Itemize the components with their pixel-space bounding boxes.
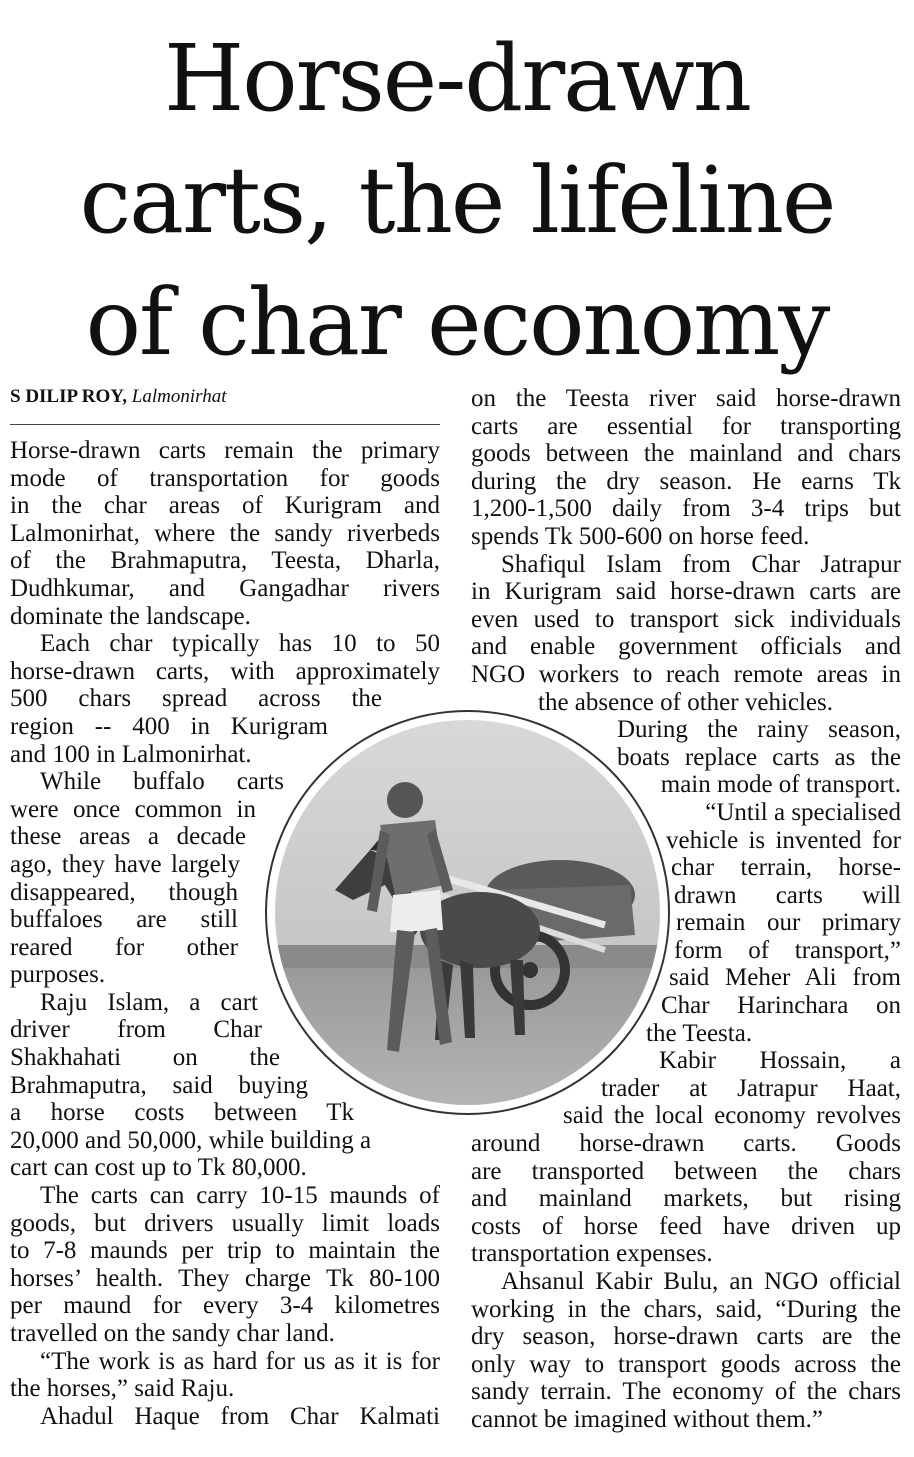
body-line: even used to transport sick individuals	[471, 605, 901, 633]
body-line: only way to transport goods across the	[471, 1350, 901, 1378]
byline-divider	[10, 424, 440, 425]
body-line: working in the chars, said, “During the	[471, 1295, 901, 1323]
body-line: 500 chars spread across the	[10, 685, 382, 713]
body-line: trader at Jatrapur Haat,	[601, 1074, 901, 1102]
body-line: travelled on the sandy char land.	[10, 1320, 335, 1347]
body-line: cannot be imagined without them.”	[471, 1405, 823, 1433]
body-line: around horse-drawn carts. Goods	[471, 1130, 901, 1158]
body-line: remain our primary	[676, 909, 901, 937]
body-line: purposes.	[10, 961, 106, 989]
body-line: and 100 in Lalmonirhat.	[10, 740, 252, 768]
body-line: in the char areas of Kurigram and	[10, 492, 440, 520]
body-line: said the local economy revolves	[563, 1102, 901, 1130]
body-line: Ahadul Haque from Char Kalmati	[40, 1402, 440, 1430]
body-line: Kabir Hossain, a	[659, 1047, 901, 1075]
body-line: these areas a decade	[10, 823, 246, 851]
body-line: Ahsanul Kabir Bulu, an NGO official	[501, 1268, 901, 1295]
body-line: and mainland markets, but rising	[471, 1185, 901, 1213]
headline	[0, 20, 914, 382]
body-line: goods between the mainland and chars	[471, 440, 901, 468]
body-line: Char Harinchara on	[661, 992, 901, 1020]
body-line: Horse-drawn carts remain the primary	[10, 437, 440, 464]
body-line: mode of transportation for goods	[10, 464, 440, 492]
body-line: the Teesta.	[646, 1019, 753, 1047]
body-line: 1,200-1,500 daily from 3-4 trips but	[471, 495, 901, 523]
body-line: disappeared, though	[10, 878, 238, 906]
body-line: “Until a specialised	[705, 798, 901, 826]
body-line: sandy terrain. The economy of the chars	[471, 1378, 901, 1406]
body-line: horse-drawn carts, with approximately	[10, 657, 440, 685]
body-line: The carts can carry 10-15 maunds of	[40, 1182, 440, 1210]
body-line: in Kurigram said horse-drawn carts are	[471, 578, 901, 606]
body-line: main mode of transport.	[660, 771, 901, 799]
photo-illustration	[275, 720, 660, 1105]
body-line: the horses,” said Raju.	[10, 1375, 235, 1403]
body-line: Shakhahati on the	[10, 1044, 280, 1072]
body-line: spends Tk 500-600 on horse feed.	[471, 522, 810, 550]
body-line: reared for other	[10, 933, 238, 961]
body-line: said Meher Ali from	[669, 964, 901, 992]
body-line: carts are essential for transporting	[471, 412, 901, 440]
body-line: dry season, horse-drawn carts are the	[471, 1323, 901, 1351]
body-line: transportation expenses.	[471, 1240, 713, 1268]
body-line: costs of horse feed have driven up	[471, 1212, 901, 1240]
body-line: region -- 400 in Kurigram	[10, 712, 328, 740]
body-line: horses’ health. They charge Tk 80-100	[10, 1264, 440, 1292]
body-line: During the rainy season,	[617, 716, 901, 744]
body-line: dominate the landscape.	[10, 602, 251, 630]
byline	[10, 386, 226, 408]
body-line: drawn carts will	[674, 881, 901, 909]
body-line: Lalmonirhat, where the sandy riverbeds	[10, 519, 440, 547]
body-line: Each char typically has 10 to 50	[40, 630, 440, 658]
body-line: a horse costs between Tk	[10, 1099, 354, 1127]
body-line: on the Teesta river said horse-drawn	[471, 385, 901, 412]
byline-author: S DILIP ROY,	[10, 386, 128, 407]
body-line: ago, they have largely	[10, 850, 240, 878]
body-line: Brahmaputra, said buying	[10, 1071, 308, 1099]
body-line: Raju Islam, a cart	[40, 988, 258, 1016]
body-line: “The work is as hard for us as it is for	[40, 1347, 440, 1375]
headline-line-1: Horse-drawn	[163, 25, 751, 132]
body-line: vehicle is invented for	[666, 826, 901, 854]
body-line: cart can cost up to Tk 80,000.	[10, 1154, 307, 1182]
body-line: Shafiqul Islam from Char Jatrapur	[501, 550, 901, 578]
body-line: per maund for every 3-4 kilometres	[10, 1292, 440, 1320]
body-line: goods, but drivers usually limit loads	[10, 1209, 440, 1237]
body-line: While buffalo carts	[40, 768, 284, 796]
body-line: were once common in	[10, 795, 256, 823]
body-line: are transported between the chars	[471, 1157, 901, 1185]
horse-cart-photo	[267, 712, 668, 1113]
headline-line-2: carts, the lifeline	[79, 147, 835, 254]
body-line: NGO workers to reach remote areas in	[471, 660, 901, 688]
body-line: to 7-8 maunds per trip to maintain the	[10, 1237, 440, 1265]
body-line: char terrain, horse-	[671, 854, 901, 882]
body-line: the absence of other vehicles.	[538, 688, 834, 716]
body-line: 20,000 and 50,000, while building a	[10, 1126, 372, 1154]
body-line: form of transport,”	[674, 936, 901, 964]
body-line: and enable government officials and	[471, 633, 901, 661]
byline-location: Lalmonirhat	[131, 386, 227, 407]
body-line: buffaloes are still	[10, 906, 238, 934]
body-line: of the Brahmaputra, Teesta, Dharla,	[10, 547, 440, 575]
body-line: during the dry season. He earns Tk	[471, 467, 901, 495]
body-line: Dudhkumar, and Gangadhar rivers	[10, 574, 440, 602]
body-line: boats replace carts as the	[617, 743, 901, 771]
headline-line-3: of char economy	[85, 269, 829, 376]
body-line: driver from Char	[10, 1016, 262, 1044]
